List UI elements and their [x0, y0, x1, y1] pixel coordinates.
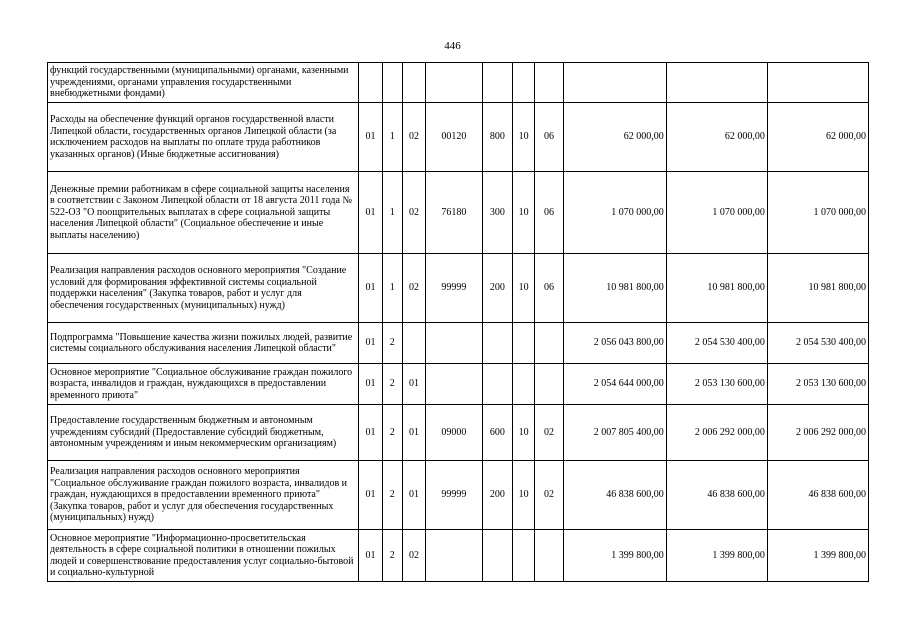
row-amount-year-3: 10 981 800,00	[767, 254, 868, 323]
row-code-program: 01	[359, 530, 382, 582]
row-code-subsection: 02	[535, 405, 563, 461]
row-amount-year-2: 2 053 130 600,00	[666, 364, 767, 405]
table-row	[48, 172, 869, 254]
row-code-activity	[402, 323, 425, 364]
row-amount-year-3: 46 838 600,00	[767, 461, 868, 530]
row-code-direction	[426, 530, 483, 582]
row-amount-year-3: 2 054 530 400,00	[767, 323, 868, 364]
row-amount-year-1: 46 838 600,00	[563, 461, 666, 530]
row-code-subprogram: 2	[382, 364, 402, 405]
table-row	[48, 323, 869, 364]
row-code-subsection: 06	[535, 172, 563, 254]
row-amount-year-2: 1 399 800,00	[666, 530, 767, 582]
table-row	[48, 63, 869, 103]
row-code-program: 01	[359, 364, 382, 405]
row-code-subsection: 06	[535, 254, 563, 323]
row-code-direction: 99999	[426, 461, 483, 530]
row-code-section: 10	[513, 405, 535, 461]
row-code-subsection: 06	[535, 103, 563, 172]
row-code-subsection	[535, 63, 563, 103]
row-amount-year-1: 10 981 800,00	[563, 254, 666, 323]
row-amount-year-1: 1 070 000,00	[563, 172, 666, 254]
row-amount-year-3: 1 399 800,00	[767, 530, 868, 582]
row-amount-year-2: 1 070 000,00	[666, 172, 767, 254]
row-code-activity: 01	[402, 364, 425, 405]
row-code-activity: 01	[402, 405, 425, 461]
row-code-subprogram: 2	[382, 530, 402, 582]
row-code-direction	[426, 364, 483, 405]
row-code-expense-type	[482, 364, 512, 405]
row-code-direction	[426, 63, 483, 103]
row-code-activity: 02	[402, 103, 425, 172]
row-code-subsection	[535, 323, 563, 364]
row-amount-year-1	[563, 63, 666, 103]
row-code-program: 01	[359, 103, 382, 172]
row-code-program: 01	[359, 254, 382, 323]
row-code-section	[513, 323, 535, 364]
row-code-activity: 02	[402, 172, 425, 254]
row-amount-year-1: 2 056 043 800,00	[563, 323, 666, 364]
row-code-program: 01	[359, 461, 382, 530]
row-amount-year-3: 1 070 000,00	[767, 172, 868, 254]
row-code-activity: 01	[402, 461, 425, 530]
row-code-expense-type	[482, 63, 512, 103]
row-code-program: 01	[359, 405, 382, 461]
row-amount-year-3	[767, 63, 868, 103]
row-code-subsection	[535, 364, 563, 405]
row-code-expense-type: 600	[482, 405, 512, 461]
row-code-subsection	[535, 530, 563, 582]
row-code-subprogram: 2	[382, 405, 402, 461]
page-number: 446	[444, 40, 461, 52]
row-code-program	[359, 63, 382, 103]
row-amount-year-2: 46 838 600,00	[666, 461, 767, 530]
row-code-activity	[402, 63, 425, 103]
row-description: Расходы на обеспечение функций органов государственной власти Липецкой области, государственных органов Липецкой области (за исключением расходов на выплаты по оплате труда работников указанных органов) (Иные бюджетные ассигнования)	[48, 103, 359, 172]
row-amount-year-3: 2 006 292 000,00	[767, 405, 868, 461]
budget-table-body	[48, 63, 869, 582]
row-code-subprogram	[382, 63, 402, 103]
table-row	[48, 103, 869, 172]
row-code-direction: 09000	[426, 405, 483, 461]
row-code-direction: 00120	[426, 103, 483, 172]
row-code-section: 10	[513, 172, 535, 254]
table-row	[48, 530, 869, 582]
row-amount-year-3: 2 053 130 600,00	[767, 364, 868, 405]
row-amount-year-3: 62 000,00	[767, 103, 868, 172]
table-row	[48, 254, 869, 323]
row-code-expense-type: 800	[482, 103, 512, 172]
row-code-subprogram: 2	[382, 461, 402, 530]
row-code-activity: 02	[402, 530, 425, 582]
row-code-subprogram: 1	[382, 103, 402, 172]
row-code-section	[513, 530, 535, 582]
row-code-expense-type	[482, 530, 512, 582]
row-code-expense-type: 200	[482, 461, 512, 530]
row-code-direction: 99999	[426, 254, 483, 323]
row-code-subprogram: 1	[382, 254, 402, 323]
row-description: Основное мероприятие "Социальное обслуживание граждан пожилого возраста, инвалидов и граждан, нуждающихся в предоставлении временного приюта"	[48, 364, 359, 405]
row-code-activity: 02	[402, 254, 425, 323]
row-code-direction	[426, 323, 483, 364]
table-row	[48, 364, 869, 405]
row-code-program: 01	[359, 172, 382, 254]
row-description: Реализация направления расходов основного мероприятия "Создание условий для формирования эффективной системы социальной поддержки населения" (Закупка товаров, работ и услуг для обеспечения государственных (муниципальных) нужд)	[48, 254, 359, 323]
row-code-section: 10	[513, 103, 535, 172]
row-code-section	[513, 63, 535, 103]
row-code-expense-type	[482, 323, 512, 364]
row-amount-year-2	[666, 63, 767, 103]
row-description: Реализация направления расходов основного мероприятия "Социальное обслуживание граждан пожилого возраста, инвалидов и граждан, нуждающихся в предоставлении временного приюта" (Закупка товаров, работ и услуг для обеспечения государственных (муниципальных) нужд)	[48, 461, 359, 530]
row-amount-year-1: 2 054 644 000,00	[563, 364, 666, 405]
table-row	[48, 461, 869, 530]
row-code-subprogram: 2	[382, 323, 402, 364]
row-amount-year-2: 2 054 530 400,00	[666, 323, 767, 364]
row-amount-year-2: 10 981 800,00	[666, 254, 767, 323]
row-code-expense-type: 200	[482, 254, 512, 323]
table-row	[48, 405, 869, 461]
budget-table	[47, 62, 869, 582]
row-amount-year-2: 62 000,00	[666, 103, 767, 172]
row-code-expense-type: 300	[482, 172, 512, 254]
row-description: функций государственными (муниципальными) органами, казенными учреждениями, органами управления государственными внебюджетными фондами)	[48, 63, 359, 103]
row-amount-year-1: 62 000,00	[563, 103, 666, 172]
row-amount-year-1: 2 007 805 400,00	[563, 405, 666, 461]
row-code-subprogram: 1	[382, 172, 402, 254]
row-code-subsection: 02	[535, 461, 563, 530]
row-code-direction: 76180	[426, 172, 483, 254]
row-amount-year-2: 2 006 292 000,00	[666, 405, 767, 461]
row-code-program: 01	[359, 323, 382, 364]
row-description: Денежные премии работникам в сфере социальной защиты населения в соответствии с Законом Липецкой области от 18 августа 2011 года № 522-ОЗ "О поощрительных выплатах в сфере социальной защиты населения Липецкой области" (Социальное обеспечение и иные выплаты населению)	[48, 172, 359, 254]
row-description: Основное мероприятие "Информационно-просветительская деятельность в сфере социальной политики в отношении пожилых людей и совершенствование предоставления услуг социально-бытовой и социально-культурной	[48, 530, 359, 582]
row-description: Предоставление государственным бюджетным и автономным учреждениям субсидий (Предоставление субсидий бюджетным, автономным учреждениям и иным некоммерческим организациям)	[48, 405, 359, 461]
row-description: Подпрограмма "Повышение качества жизни пожилых людей, развитие системы социального обслуживания населения Липецкой области"	[48, 323, 359, 364]
row-code-section	[513, 364, 535, 405]
row-code-section: 10	[513, 461, 535, 530]
row-amount-year-1: 1 399 800,00	[563, 530, 666, 582]
row-code-section: 10	[513, 254, 535, 323]
